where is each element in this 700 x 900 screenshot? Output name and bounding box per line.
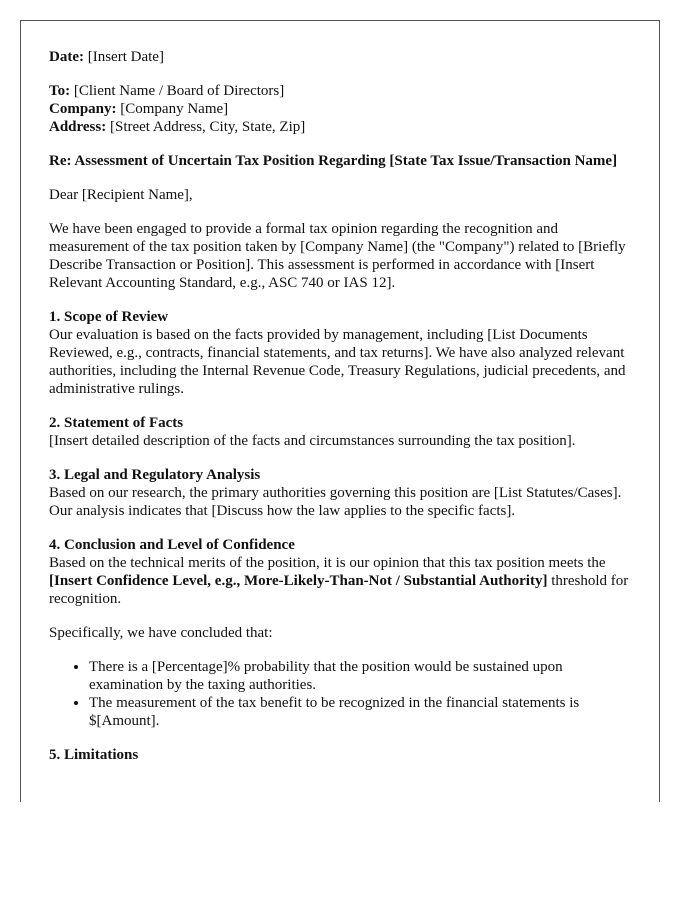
address-value: [Street Address, City, State, Zip] — [106, 119, 306, 135]
conclusion-list — [49, 658, 631, 730]
letter-page — [20, 20, 660, 802]
company-label: Company: — [49, 101, 117, 117]
section-analysis-body: Based on our research, the primary authorities governing this position are [List Statutes/Cases]. Our analysis indicates that [Discuss how the law applies to the specific facts]. — [49, 485, 622, 519]
specifically-line: Specifically, we have concluded that: — [49, 625, 273, 641]
section-conclusion — [49, 536, 631, 608]
letter-content — [21, 21, 659, 764]
recipient-block — [49, 82, 631, 136]
subject-line: Re: Assessment of Uncertain Tax Position Regarding [State Tax Issue/Transaction Name] — [49, 153, 618, 169]
section-analysis-title: 3. Legal and Regulatory Analysis — [49, 467, 261, 483]
section-scope-title: 1. Scope of Review — [49, 309, 169, 325]
intro-paragraph: We have been engaged to provide a formal tax opinion regarding the recognition and measurement of the tax position taken by [Company Name] (the "Company") related to [Briefly Describe Transaction or Position]. This assessment is performed in accordance with [Insert Relevant Accounting Standard, e.g., ASC 740 or IAS 12]. — [49, 221, 626, 291]
company-value: [Company Name] — [116, 101, 229, 117]
date-line — [49, 48, 631, 66]
section-conclusion-title: 4. Conclusion and Level of Confidence — [49, 537, 295, 553]
address-label: Address: — [49, 119, 107, 135]
list-item: • There is a [Percentage]% probability that the position would be sustained upon examination by the taxing authorities. — [89, 658, 631, 694]
section-facts-title: 2. Statement of Facts — [49, 415, 184, 431]
section-analysis — [49, 466, 631, 520]
section-facts — [49, 414, 631, 450]
to-label: To: — [49, 83, 71, 99]
section-scope-body: Our evaluation is based on the facts provided by management, including [List Documents Reviewed, e.g., contracts, financial statements, and tax returns]. We have also analyzed relevant authorities, including the Internal Revenue Code, Treasury Regulations, judicial precedents, and administrative rulings. — [49, 327, 626, 397]
salutation: Dear [Recipient Name], — [49, 187, 193, 203]
to-value: [Client Name / Board of Directors] — [70, 83, 285, 99]
date-label: Date: — [49, 49, 84, 65]
section-conclusion-body-after: threshold for recognition. — [49, 573, 629, 607]
section-conclusion-body-before: Based on the technical merits of the position, it is our opinion that this tax position meets the — [49, 555, 606, 571]
section-scope — [49, 308, 631, 398]
confidence-level: [Insert Confidence Level, e.g., More-Likely-Than-Not / Substantial Authority] — [49, 573, 548, 589]
list-item: • The measurement of the tax benefit to be recognized in the financial statements is $[Amount]. — [89, 694, 631, 730]
section-limitations-title: 5. Limitations — [49, 747, 139, 763]
section-facts-body: [Insert detailed description of the facts and circumstances surrounding the tax position]. — [49, 433, 576, 449]
date-value: [Insert Date] — [83, 49, 164, 65]
